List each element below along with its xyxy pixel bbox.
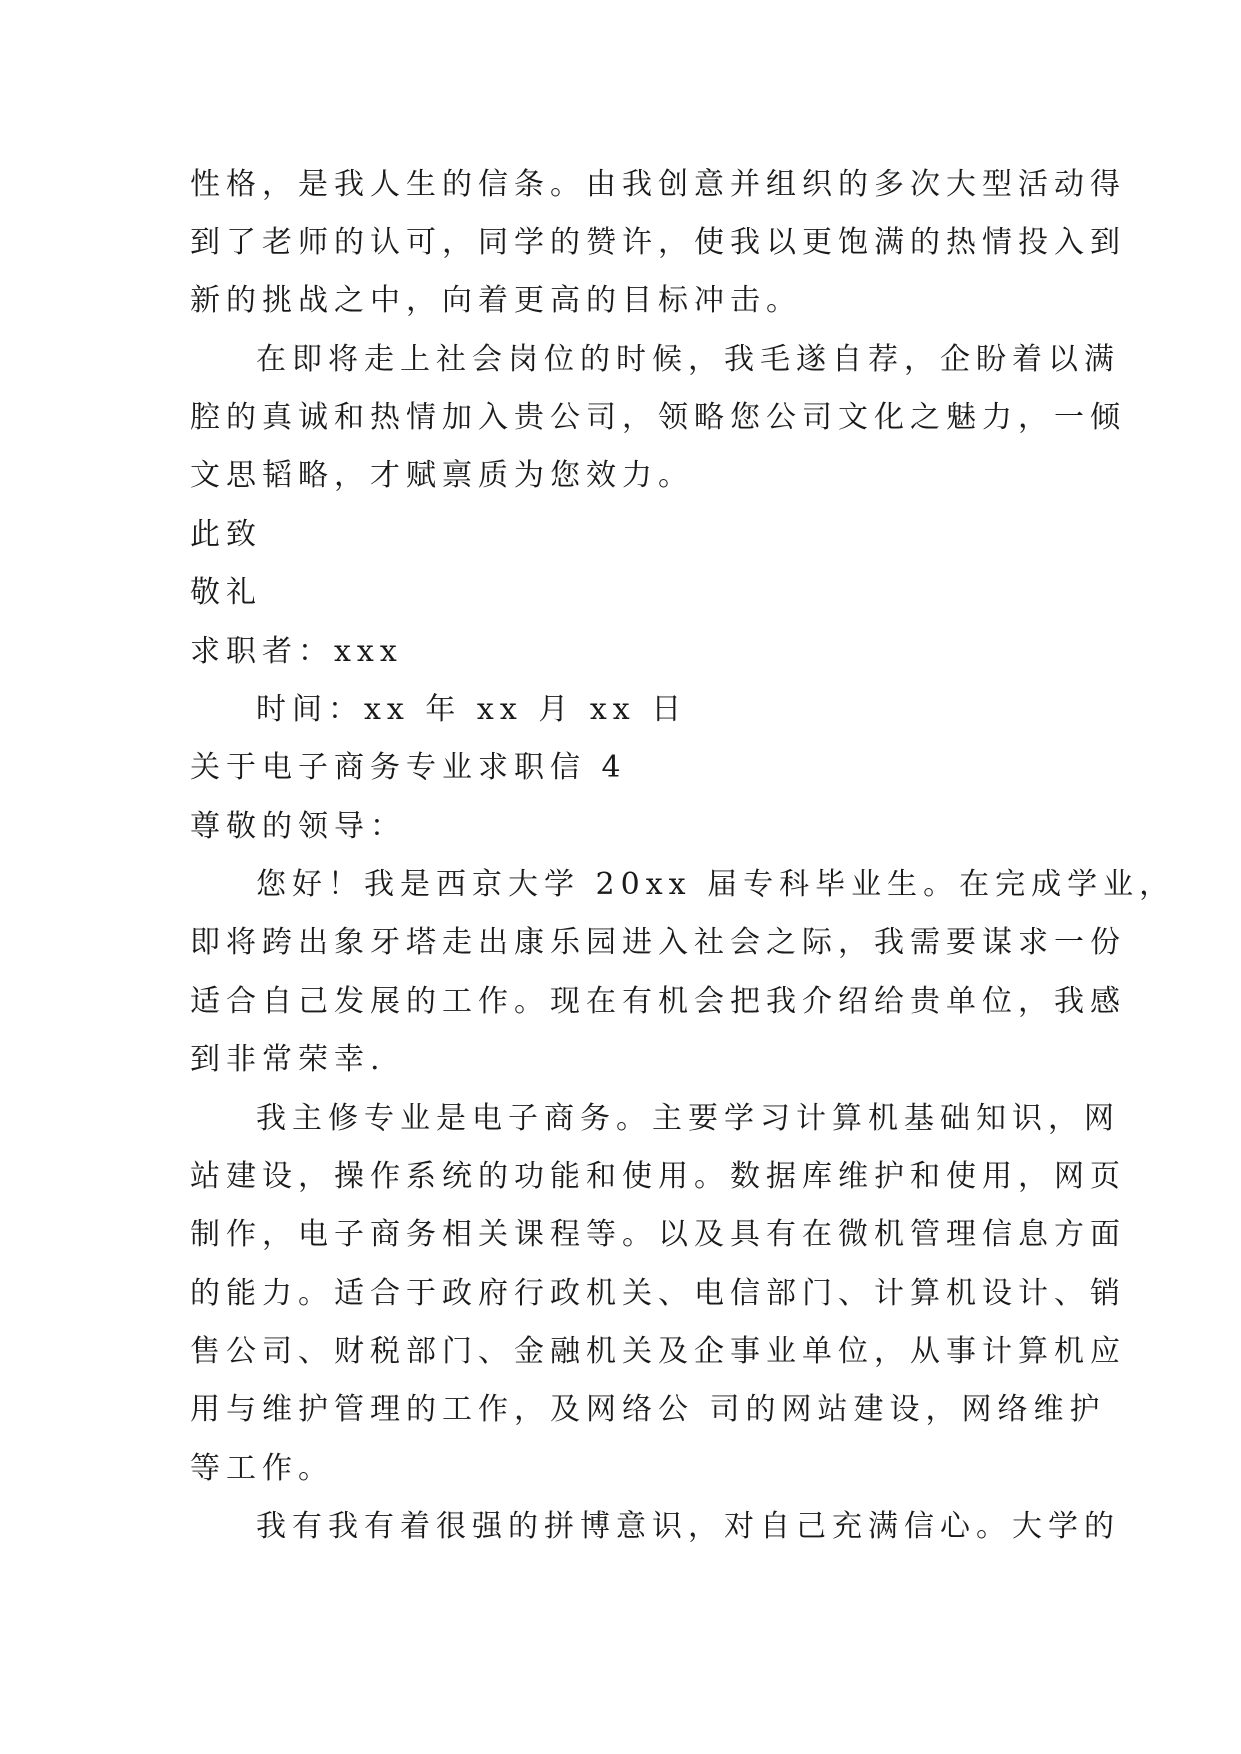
text-line: 您好！我是西京大学 20xx 届专科毕业生。在完成学业， — [256, 867, 1176, 902]
date-line: 时间：xx 年 xx 月 xx 日 — [256, 692, 688, 727]
text-line: 站建设，操作系统的功能和使用。数据库维护和使用，网页 — [190, 1159, 1126, 1194]
text-line: 适合自己发展的工作。现在有机会把我介绍给贵单位，我感 — [190, 984, 1126, 1019]
text-line: 的能力。适合于政府行政机关、电信部门、计算机设计、销 — [190, 1276, 1126, 1311]
closing-salutation: 此致 — [190, 517, 262, 552]
text-line: 制作，电子商务相关课程等。以及具有在微机管理信息方面 — [190, 1217, 1126, 1252]
text-line: 新的挑战之中，向着更高的目标冲击。 — [190, 283, 802, 318]
text-line: 我主修专业是电子商务。主要学习计算机基础知识，网 — [256, 1101, 1120, 1136]
text-line: 腔的真诚和热情加入贵公司，领略您公司文化之魅力，一倾 — [190, 400, 1126, 435]
text-line: 在即将走上社会岗位的时候，我毛遂自荐，企盼着以满 — [256, 342, 1120, 377]
text-line: 性格，是我人生的信条。由我创意并组织的多次大型活动得 — [190, 167, 1126, 202]
text-line: 售公司、财税部门、金融机关及企事业单位，从事计算机应 — [190, 1334, 1126, 1369]
text-line: 等工作。 — [190, 1451, 334, 1486]
text-line: 我有我有着很强的拼博意识，对自己充满信心。大学的 — [256, 1509, 1120, 1544]
text-line: 即将跨出象牙塔走出康乐园进入社会之际，我需要谋求一份 — [190, 925, 1126, 960]
text-line: 用与维护管理的工作，及网络公 司的网站建设，网络维护 — [190, 1392, 1106, 1427]
section-title: 关于电子商务专业求职信 4 — [190, 750, 627, 785]
text-line: 到了老师的认可，同学的赞许，使我以更饱满的热情投入到 — [190, 225, 1126, 260]
applicant-signature: 求职者：xxx — [190, 634, 403, 669]
text-line: 文思韬略，才赋禀质为您效力。 — [190, 458, 694, 493]
closing-regards: 敬礼 — [190, 575, 262, 610]
text-line: 到非常荣幸. — [190, 1042, 386, 1077]
greeting: 尊敬的领导： — [190, 809, 406, 844]
